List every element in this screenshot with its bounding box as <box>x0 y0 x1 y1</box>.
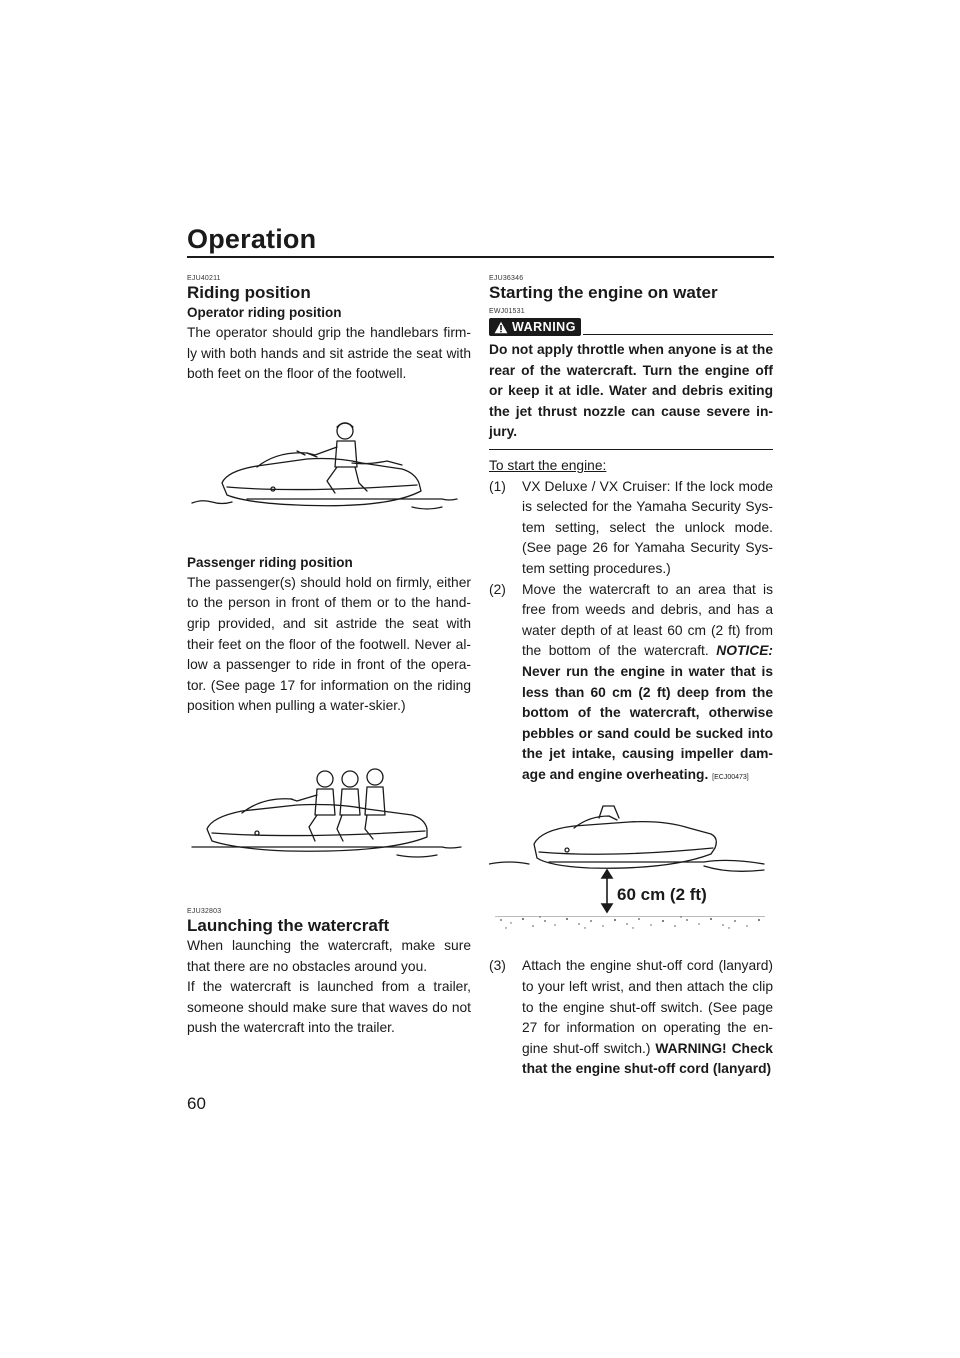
section-title-starting: Starting the engine on water <box>489 283 718 302</box>
page-header <box>187 222 774 258</box>
step-body <box>522 580 773 789</box>
passenger-riding-illustration <box>187 729 471 879</box>
step-body <box>522 956 773 1080</box>
step-3 <box>489 956 773 1080</box>
water-depth-illustration <box>489 804 773 944</box>
section-code: EJU40211 <box>187 275 221 282</box>
step-number: (2) <box>489 581 506 597</box>
notice-label: NOTICE: <box>716 643 774 659</box>
step-warning: WARNING! Check that the engine shut-off cord (lanyard) <box>522 1040 773 1077</box>
passenger-text: The passenger(s) should hold on firmly, either to the person in front of them or to the hand-grip provided, and sit astride the seat with their feet on the floor of the footwell. Never al-low a passenger to ride in front of the opera-tor. (See page 17 for information on the riding position when pulling a water-skier.) <box>187 574 471 714</box>
section-title-riding-position: Riding position <box>187 283 311 302</box>
warning-header-rule <box>583 334 773 335</box>
warning-text: Do not apply throttle when anyone is at the rear of the watercraft. Turn the engine off or keep it at idle. Water and debris exiting the jet thrust nozzle can cause severe in-jury. <box>489 342 773 440</box>
operator-riding-illustration <box>187 391 471 531</box>
step-text: Attach the engine shut-off cord (lanyard) to your left wrist, and then attach the clip to the engine shut-off switch. (See page 27 for information on operating the en-gine shut-off switch.) <box>522 958 773 1056</box>
page-number: 60 <box>187 1094 206 1113</box>
right-column <box>489 274 773 1080</box>
step-number: (3) <box>489 958 506 974</box>
depth-label: 60 cm (2 ft) <box>617 885 707 905</box>
left-column <box>187 274 471 1039</box>
section-code-launching: EJU32803 <box>187 907 222 915</box>
page-title: Operation <box>187 224 317 254</box>
warning-code: EWJ01531 <box>489 308 525 315</box>
step-1 <box>489 477 773 580</box>
launching-text-1: When launching the watercraft, make sure that there are no obstacles around you. <box>187 937 471 974</box>
section-code-starting: EJU36346 <box>489 275 524 282</box>
step-number: (1) <box>489 478 506 494</box>
header-rule <box>187 256 774 258</box>
subheading-passenger: Passenger riding position <box>187 554 353 570</box>
warning-badge <box>489 318 581 336</box>
step-2 <box>489 580 773 789</box>
start-intro: To start the engine: <box>489 457 607 473</box>
warning-header <box>489 318 773 336</box>
notice-text: Never run the engine in water that is less than 60 cm (2 ft) deep from the bottom of the watercraft, otherwise pebbles or sand could be sucked into the jet intake, causing impeller dam-age and engine overheating. <box>522 663 773 782</box>
warning-bottom-rule <box>489 449 773 450</box>
depth-arrow <box>602 870 612 912</box>
subheading-operator: Operator riding position <box>187 305 342 320</box>
notice-ref: [ECJ00473] <box>712 773 749 781</box>
seabed-gravel <box>495 916 765 929</box>
launching-text-2: If the watercraft is launched from a trailer, someone should make sure that waves do not push the watercraft into the trailer. <box>187 979 471 1036</box>
warning-label: WARNING <box>512 320 576 334</box>
operator-text: The operator should grip the handlebars firm-ly with both hands and sit astride the seat with both feet on the floor of the footwell. <box>187 325 471 382</box>
section-title-launching: Launching the watercraft <box>187 915 390 935</box>
step-text: VX Deluxe / VX Cruiser: If the lock mode is selected for the Yamaha Security Sys-tem setting, select the unlock mode. (See page 26 for Yamaha Security Sys-tem setting procedures.) <box>522 478 773 576</box>
step-text: Move the watercraft to an area that is free from weeds and debris, and has a water depth of at least 60 cm (2 ft) from the bottom of the watercraft. <box>522 581 773 659</box>
warning-triangle-icon <box>494 321 508 334</box>
